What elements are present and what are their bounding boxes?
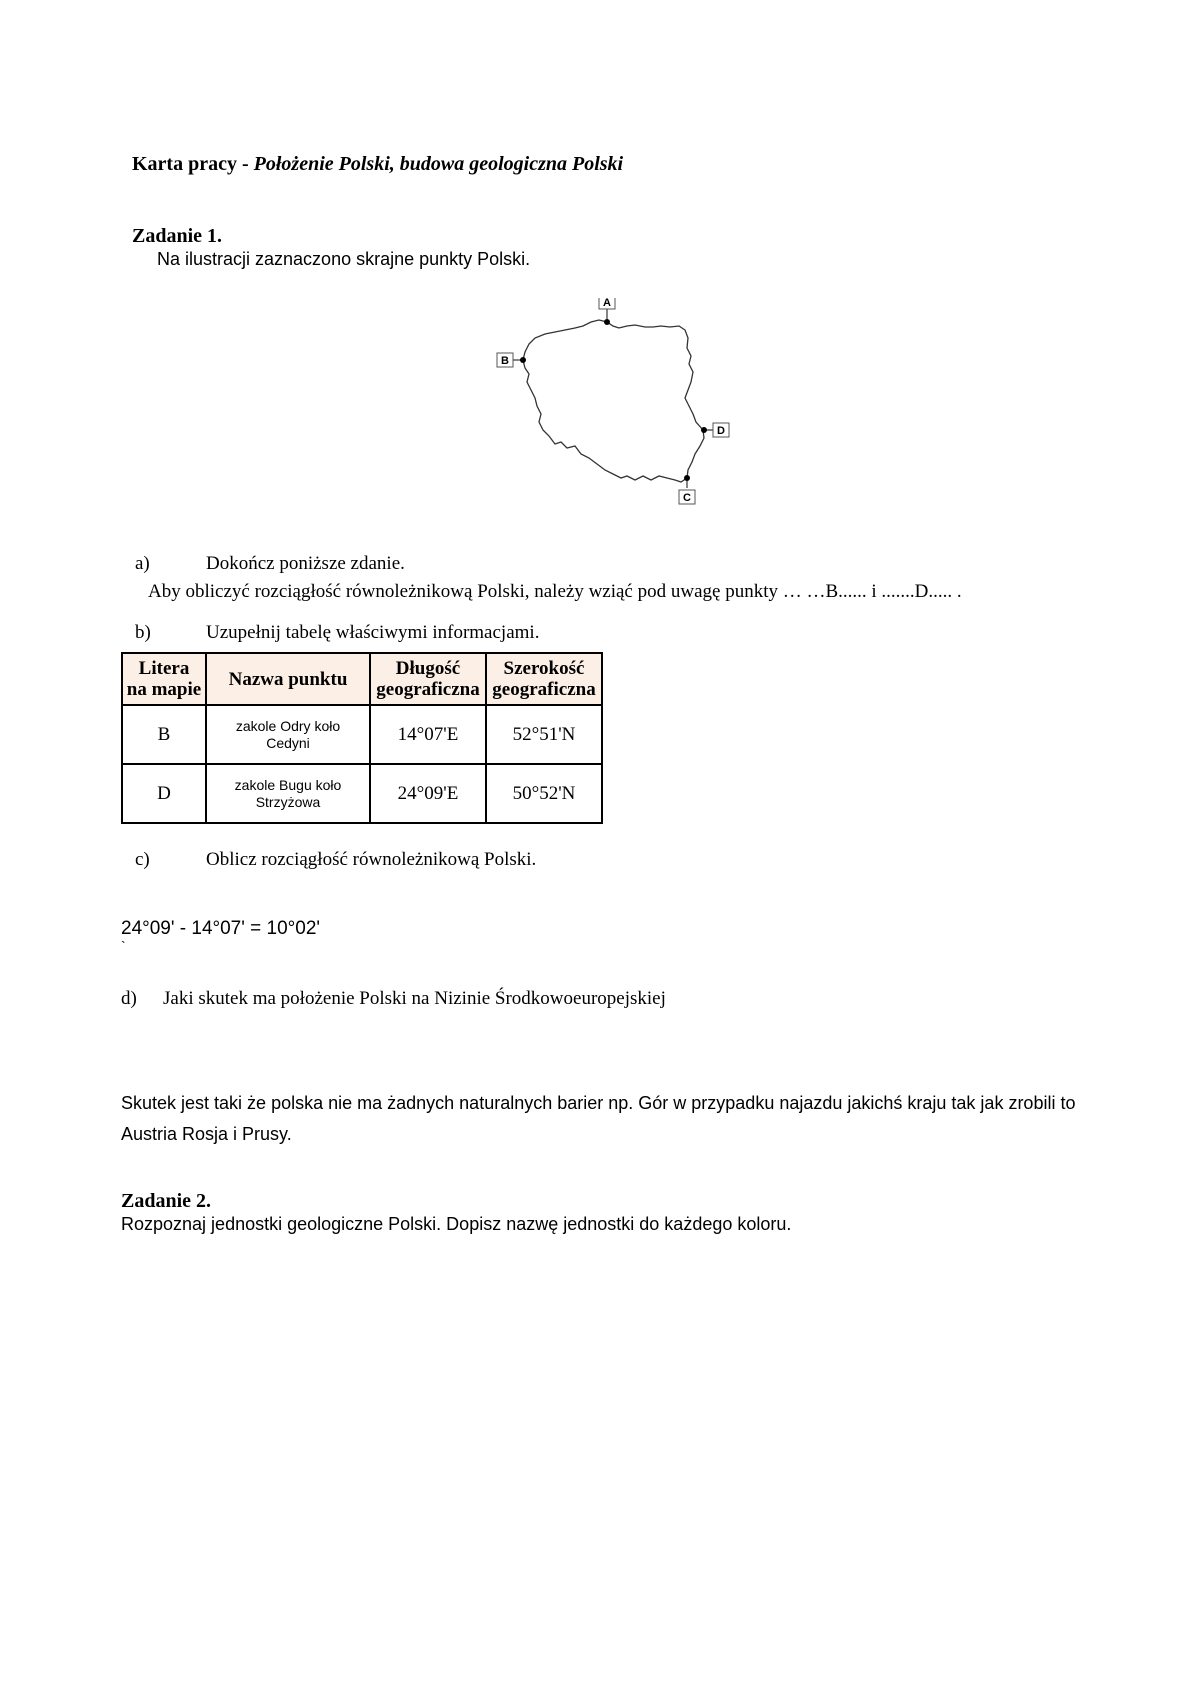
title-prefix: Karta pracy - (132, 153, 254, 175)
task2-heading: Zadanie 2. (121, 1190, 212, 1212)
worksheet-title (132, 153, 623, 176)
cell-longitude: 14°07'E (370, 705, 486, 764)
map-label-c: C (683, 492, 691, 504)
cell-letter: D (122, 764, 206, 823)
stray-mark: ` (121, 938, 126, 954)
point-c-marker (684, 475, 690, 481)
subtask-c-letter: c) (135, 849, 150, 870)
header-longitude: Długość geograficzna (370, 653, 486, 705)
task1-intro: Na ilustracji zaznaczono skrajne punkty Polski. (157, 249, 531, 269)
map-label-d: D (717, 425, 725, 437)
task2-instruction: Rozpoznaj jednostki geologiczne Polski. Dopisz nazwę jednostki do każdego koloru. (121, 1214, 792, 1234)
table-row (122, 764, 602, 823)
title-topic: Położenie Polski, budowa geologiczna Polski (253, 153, 624, 175)
cell-letter: B (122, 705, 206, 764)
map-label-a: A (603, 298, 611, 309)
header-latitude: Szerokość geograficzna (486, 653, 602, 705)
header-letter: Litera na mapie (122, 653, 206, 705)
calculation-answer: 24°09' - 14°07' = 10°02' (121, 918, 321, 939)
extreme-points-table (121, 652, 603, 824)
subtask-b-letter: b) (135, 622, 151, 643)
task1-heading: Zadanie 1. (132, 225, 223, 247)
table-row (122, 705, 602, 764)
poland-outline-map (495, 298, 755, 548)
subtask-d-letter: d) (121, 988, 137, 1009)
subtask-c-instruction: Oblicz rozciągłość równoleżnikową Polski. (206, 849, 537, 870)
table-header-row (122, 653, 602, 705)
subtask-b-instruction: Uzupełnij tabelę właściwymi informacjami. (206, 622, 540, 643)
header-point-name: Nazwa punktu (206, 653, 370, 705)
subtask-d-question: Jaki skutek ma położenie Polski na Nizinie Środkowoeuropejskiej (163, 988, 666, 1009)
cell-latitude: 50°52'N (486, 764, 602, 823)
point-d-marker (701, 427, 707, 433)
subtask-d-answer: Skutek jest taki że polska nie ma żadnych naturalnych barier np. Gór w przypadku najazdu jakichś kraju tak jak zrobili to Austria Rosja i Prusy. (121, 1093, 1076, 1144)
cell-latitude: 52°51'N (486, 705, 602, 764)
cell-point-name: zakole Bugu koło Strzyżowa (206, 764, 370, 823)
point-b-marker (520, 357, 526, 363)
subtask-a-sentence: Aby obliczyć rozciągłość równoleżnikową Polski, należy wziąć pod uwagę punkty … …B...... i .......D..... . (148, 581, 962, 602)
subtask-a-letter: a) (135, 553, 150, 574)
poland-border (523, 320, 704, 482)
map-label-b: B (501, 355, 509, 367)
cell-point-name: zakole Odry koło Cedyni (206, 705, 370, 764)
point-a-marker (604, 319, 610, 325)
subtask-a-instruction: Dokończ poniższe zdanie. (206, 553, 405, 574)
cell-longitude: 24°09'E (370, 764, 486, 823)
